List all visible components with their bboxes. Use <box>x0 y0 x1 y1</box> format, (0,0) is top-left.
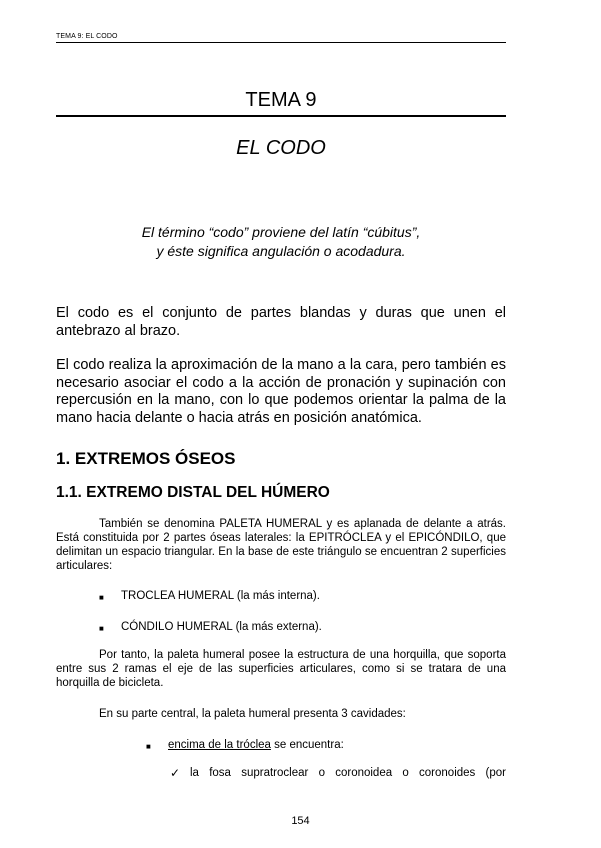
bullet-icon: ■ <box>99 624 104 633</box>
check-list-item-text: la fosa supratroclear o coronoidea o coronoides (por <box>190 767 506 779</box>
chapter-title: EL CODO <box>236 137 326 159</box>
page-number: 154 <box>291 815 310 827</box>
body-paragraph-2: Por tanto, la paleta humeral posee la estructura de una horquilla, que soporta entre sus 2 ramas el eje de las superficies articulares, como si se tratara de una horquilla de bicicleta. <box>56 649 506 689</box>
body-paragraph-1: También se denomina PALETA HUMERAL y es aplanada de delante a atrás. Está constituida por 2 partes óseas laterales: la EPITRÓCLEA y el EPICÓNDILO, que delimitan un espacio triangular. En la base de este triángulo se encuentran 2 superficies articulares: <box>56 518 506 572</box>
running-header: TEMA 9: EL CODO <box>56 33 118 40</box>
section-heading: 1. EXTREMOS ÓSEOS <box>56 449 236 468</box>
bullet-icon: ■ <box>99 593 104 602</box>
underlined-text: encima de la tróclea <box>168 739 271 751</box>
intro-paragraph-2: El codo realiza la aproximación de la mano a la cara, pero también es necesario asociar el codo a la acción de pronación y supinación con repercusión en la mano, con lo que podemos orientar la palma de la mano hacia delante o hacia atrás en posición anatómica. <box>56 357 506 426</box>
title-rule <box>56 115 506 117</box>
list-item-text: CÓNDILO HUMERAL (la más externa). <box>121 621 322 633</box>
header-rule <box>56 42 506 43</box>
epigraph-line-2: y éste significa angulación o acodadura. <box>156 243 406 259</box>
sub-list-item-text <box>168 738 344 752</box>
body-paragraph-3: En su parte central, la paleta humeral presenta 3 cavidades: <box>99 708 406 720</box>
sub-list-item-rest: se encuentra: <box>270 739 344 751</box>
bullet-icon: ■ <box>146 742 151 751</box>
epigraph-line-1: El término “codo” proviene del latín “cúbitus”, <box>141 224 421 240</box>
subsection-heading: 1.1. EXTREMO DISTAL DEL HÚMERO <box>56 484 330 501</box>
intro-paragraph-1: El codo es el conjunto de partes blandas y duras que unen el antebrazo al brazo. <box>56 305 506 339</box>
chapter-number: TEMA 9 <box>245 89 317 111</box>
list-item-text: TROCLEA HUMERAL (la más interna). <box>121 590 320 602</box>
checkmark-icon: ✓ <box>170 766 181 780</box>
